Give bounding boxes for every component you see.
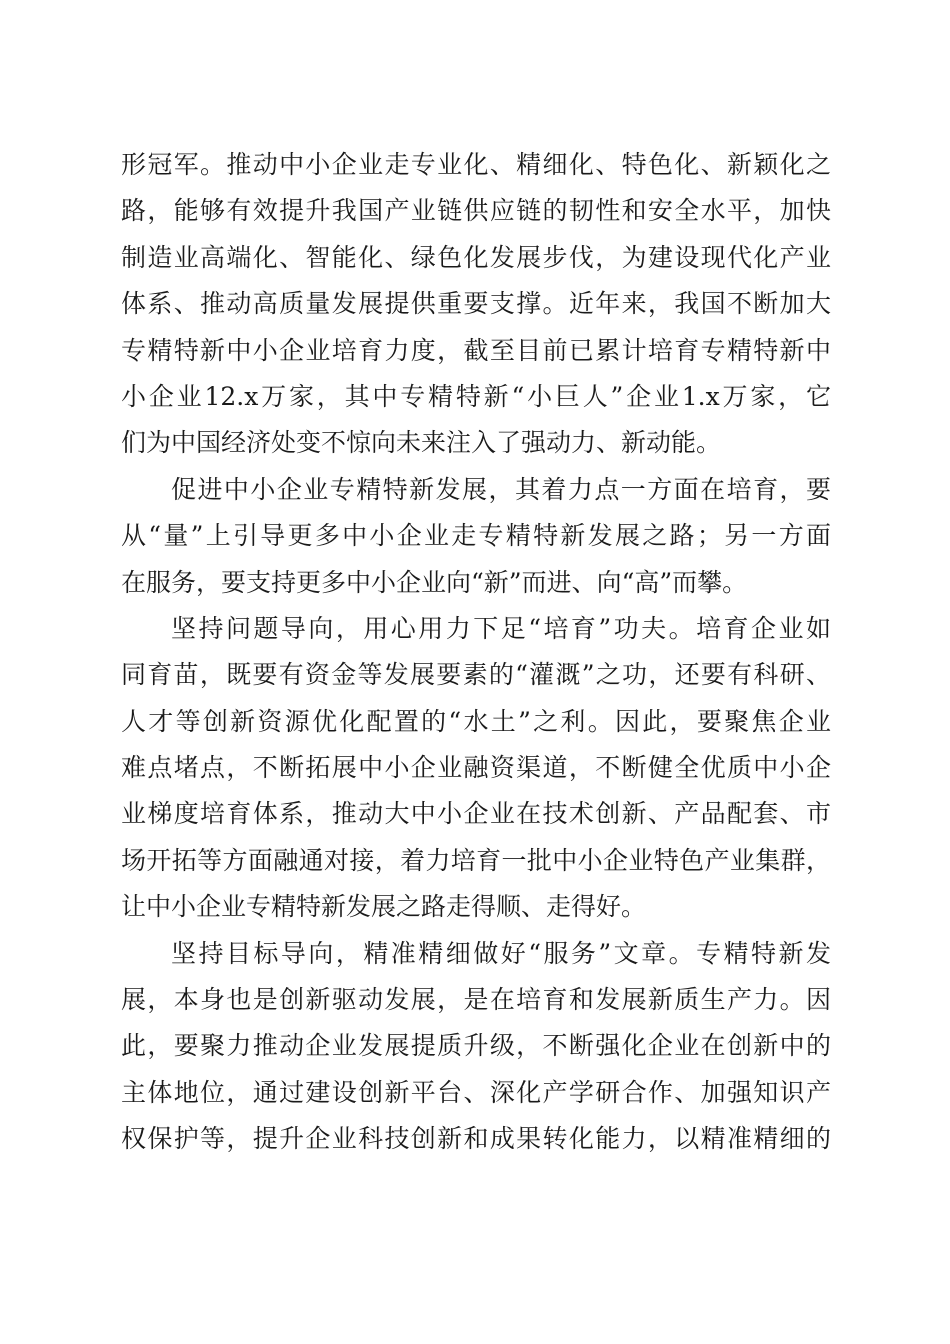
- text-line: 们为中国经济处变不惊向未来注入了强动力、新动能。: [121, 428, 722, 458]
- text-line: 坚持目标导向，精准精细做好“服务”文章。专精特新发: [171, 938, 831, 968]
- text-line: 专精特新中小企业培育力度，截至目前已累计培育专精特新中: [121, 335, 831, 365]
- text-line: 人才等创新资源优化配置的“水土”之利。因此，要聚焦企业: [121, 706, 831, 736]
- text-line: 展，本身也是创新驱动发展，是在培育和发展新质生产力。因: [121, 985, 831, 1015]
- text-line: 让中小企业专精特新发展之路走得顺、走得好。: [121, 892, 647, 922]
- text-line: 制造业高端化、智能化、绿色化发展步伐，为建设现代化产业: [121, 242, 831, 272]
- text-line: 形冠军。推动中小企业走专业化、精细化、特色化、新颖化之: [121, 150, 831, 179]
- text-line: 此，要聚力推动企业发展提质升级，不断强化企业在创新中的: [121, 1031, 831, 1061]
- text-line: 坚持问题导向，用心用力下足“培育”功夫。培育企业如: [171, 613, 831, 643]
- text-line: 小企业12.x万家，其中专精特新“小巨人”企业1.x万家，它: [121, 381, 831, 411]
- text-line: 从“量”上引导更多中小企业走专精特新发展之路；另一方面: [121, 521, 831, 551]
- text-line: 体系、推动高质量发展提供重要支撑。近年来，我国不断加大: [121, 289, 831, 319]
- text-line: 难点堵点，不断拓展中小企业融资渠道，不断健全优质中小企: [121, 753, 831, 783]
- text-line: 促进中小企业专精特新发展，其着力点一方面在培育，要: [171, 474, 831, 504]
- document-body: [121, 142, 831, 1163]
- text-line: 业梯度培育体系，推动大中小企业在技术创新、产品配套、市: [121, 799, 831, 829]
- text-line: 场开拓等方面融通对接，着力培育一批中小企业特色产业集群，: [121, 845, 831, 875]
- text-line: 权保护等，提升企业科技创新和成果转化能力，以精准精细的: [121, 1124, 831, 1154]
- text-line: 同育苗，既要有资金等发展要素的“灌溉”之功，还要有科研、: [121, 660, 831, 690]
- text-line: 路，能够有效提升我国产业链供应链的韧性和安全水平，加快: [121, 196, 831, 226]
- text-line: 在服务，要支持更多中小企业向“新”而进、向“高”而攀。: [121, 567, 748, 597]
- text-line: 主体地位，通过建设创新平台、深化产学研合作、加强知识产: [121, 1077, 831, 1107]
